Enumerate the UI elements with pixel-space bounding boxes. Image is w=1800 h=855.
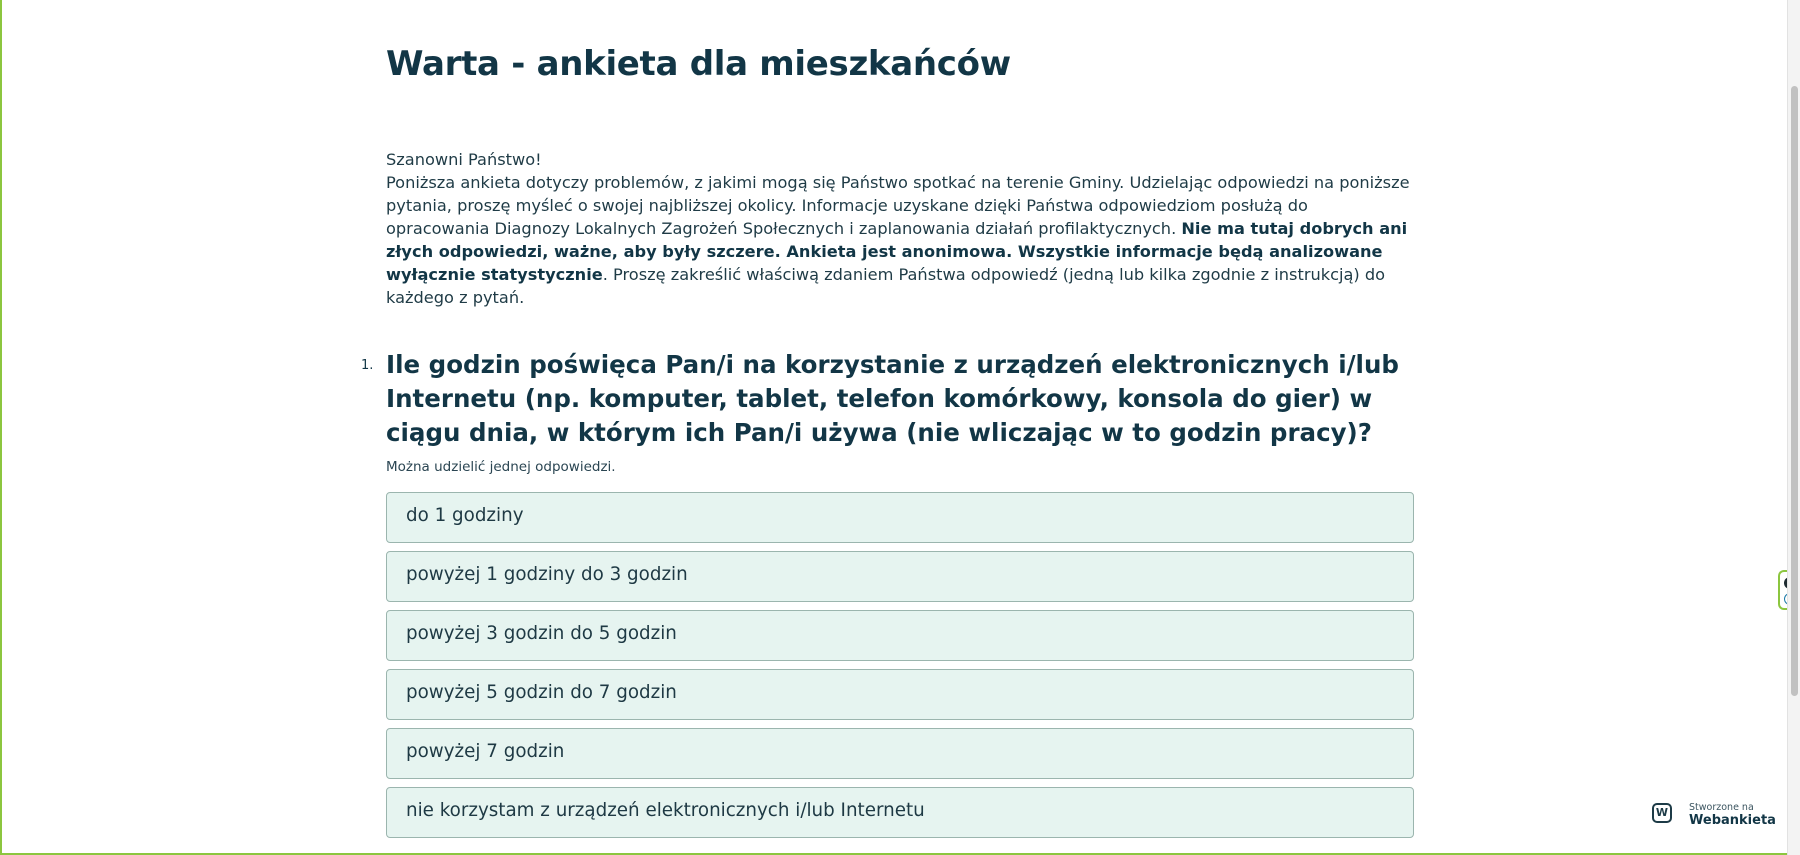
badge-small-text: Stworzone na <box>1689 802 1754 813</box>
window-frame-left <box>0 0 2 855</box>
intro-text-bold: Nie ma tutaj dobrych ani złych odpowiedzi, ważne, aby były szczere. Ankieta jest anonimowa. Wszystkie informacje będą analizowane wyłącznie statystycznie <box>386 219 1408 284</box>
answer-option-label: powyżej 1 godziny do 3 godzin <box>406 564 688 585</box>
answer-option[interactable] <box>386 610 1414 661</box>
answer-option[interactable] <box>386 787 1414 838</box>
intro-text-part2: . Proszę zakreślić właściwą zdaniem Państwa odpowiedź (jedną lub kilka zgodnie z instrukcją) do każdego z pytań. <box>386 265 1386 307</box>
answer-option[interactable] <box>386 492 1414 543</box>
webankieta-logo-icon: W <box>1652 803 1672 823</box>
badge-brand: Webankieta <box>1689 813 1776 828</box>
page-title: Warta - ankieta dla mieszkańców <box>386 44 1011 84</box>
question-hint: Można udzielić jednej odpowiedzi. <box>386 459 616 475</box>
scrollbar[interactable] <box>1787 0 1800 855</box>
answer-option-label: nie korzystam z urządzeń elektronicznych i/lub Internetu <box>406 800 925 821</box>
answer-option-label: powyżej 3 godzin do 5 godzin <box>406 623 677 644</box>
answer-option[interactable] <box>386 551 1414 602</box>
survey-intro <box>386 148 1416 309</box>
question-number: 1. <box>361 358 374 373</box>
intro-text <box>386 171 1416 309</box>
answer-option-label: powyżej 7 godzin <box>406 741 565 762</box>
intro-text-part1: Poniższa ankieta dotyczy problemów, z jakimi mogą się Państwo spotkać na terenie Gminy. Udzielając odpowiedzi na poniższe pytania, proszę myśleć o swojej najbliższej okolicy. Informacje uzyskane dzięki Państwa odpowiedziom posłużą do opracowania Diagnozy Lokalnych Zagrożeń Społecznych i zaplanowania działań profilaktycznych. <box>386 173 1410 238</box>
question-text: Ile godzin poświęca Pan/i na korzystanie z urządzeń elektronicznych i/lub Internetu (np. komputer, tablet, telefon komórkowy, konsola do gier) w ciągu dnia, w którym ich Pan/i używa (nie wliczając w to godzin pracy)? <box>386 350 1399 447</box>
answer-option-label: powyżej 5 godzin do 7 godzin <box>406 682 677 703</box>
intro-greeting: Szanowni Państwo! <box>386 150 542 169</box>
answer-option[interactable] <box>386 669 1414 720</box>
answer-option[interactable] <box>386 728 1414 779</box>
answer-option-label: do 1 godziny <box>406 505 524 526</box>
webankieta-badge[interactable] <box>1652 800 1776 830</box>
scrollbar-thumb[interactable] <box>1791 86 1798 696</box>
